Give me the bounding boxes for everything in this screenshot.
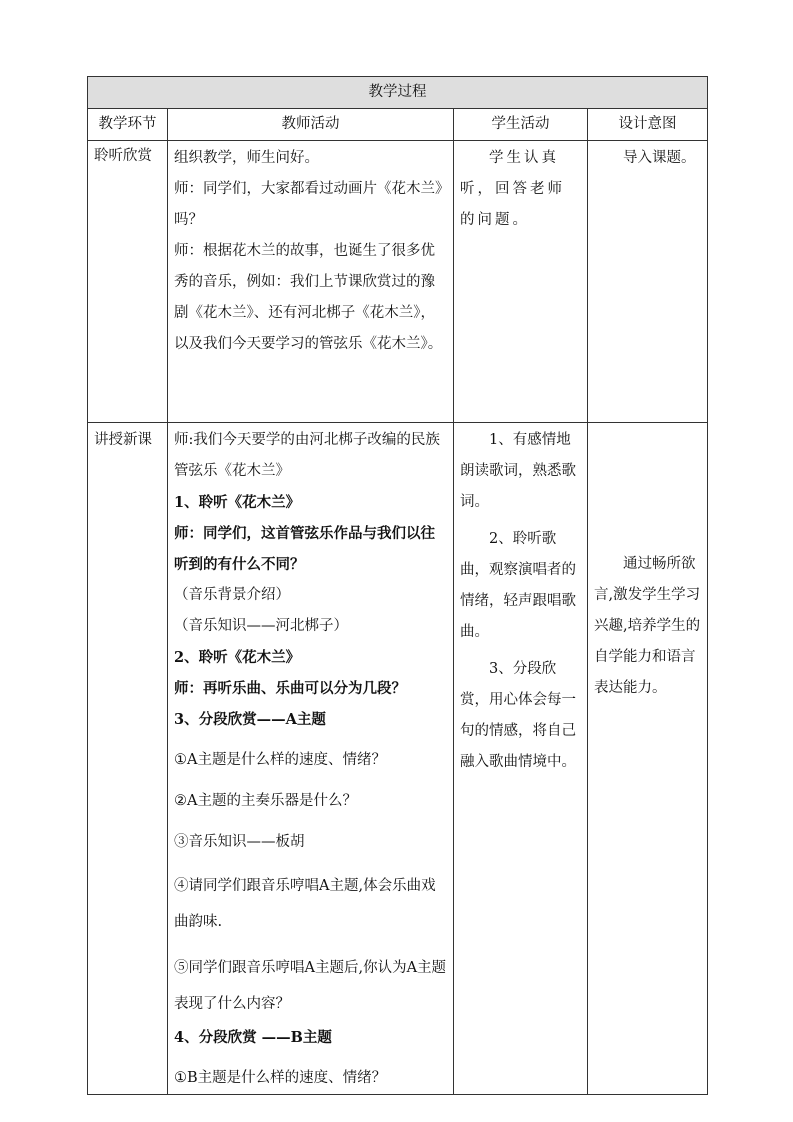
student-text: 2、聆听歌曲，观察演唱者的情绪，轻声跟唱歌曲。 (460, 531, 576, 640)
student-text: 3、分段欣赏，用心体会每一句的情感，将自己融入歌曲情境中。 (460, 661, 576, 770)
intent-text: 导入课题。 (623, 150, 696, 166)
teacher-line: ①A主题是什么样的速度、情绪？ (174, 752, 386, 768)
table-row (88, 141, 708, 423)
teacher-line: ①B主题是什么样的速度、情绪？ (174, 1070, 387, 1086)
intent-cell (588, 423, 708, 1095)
section-heading: 3、分段欣赏——A主题 (174, 711, 326, 728)
header-intent: 设计意图 (588, 109, 708, 141)
student-cell (454, 423, 588, 1095)
teacher-line: （音乐背景介绍） (174, 587, 290, 603)
intent-text: 通过畅所欲言,激发学生学习兴趣,培养学生的自学能力和语言表达能力。 (594, 556, 701, 696)
teacher-line: ⑤同学们跟音乐哼唱A主题后,你认为A主题表现了什么内容？ (174, 960, 447, 1012)
section-heading: 4、分段欣赏 ——B主题 (174, 1029, 332, 1046)
stage-cell: 聆听欣赏 (88, 141, 168, 423)
student-text: 1、有感情地朗读歌词，熟悉歌词。 (460, 432, 576, 510)
teacher-cell (168, 423, 454, 1095)
teacher-line: ②A主题的主奏乐器是什么？ (174, 793, 357, 809)
teacher-line: 师：同学们，大家都看过动画片《花木兰》吗？ (174, 181, 443, 228)
teacher-cell (168, 141, 454, 423)
teacher-line: ③音乐知识——板胡 (174, 834, 305, 850)
teacher-line: （音乐知识——河北梆子） (174, 618, 348, 634)
teacher-line: ④请同学们跟音乐哼唱A主题,体会乐曲戏曲韵味. (174, 878, 436, 930)
header-student: 学生活动 (454, 109, 588, 141)
teacher-line: 师:我们今天要学的由河北梆子改编的民族管弦乐《花木兰》 (174, 432, 440, 479)
section-heading: 2、聆听《花木兰》 (174, 649, 301, 666)
table-header-row (88, 109, 708, 141)
header-stage: 教学环节 (88, 109, 168, 141)
table-title-row (88, 77, 708, 109)
teacher-line: 师：根据花木兰的故事，也诞生了很多优秀的音乐，例如：我们上节课欣赏过的豫剧《花木兰》、还有河北梆子《花木兰》，以及我们今天要学习的管弦乐《花木兰》。 (174, 243, 443, 352)
section-heading: 1、聆听《花木兰》 (174, 494, 301, 511)
teacher-line: 组织教学，师生问好。 (174, 150, 319, 166)
header-teacher: 教师活动 (168, 109, 454, 141)
student-cell (454, 141, 588, 423)
teacher-question: 师：同学们，这首管弦乐作品与我们以往听到的有什么不同？ (174, 525, 435, 573)
table-row (88, 423, 708, 1095)
stage-cell: 讲授新课 (88, 423, 168, 1095)
intent-cell (588, 141, 708, 423)
table-title: 教学过程 (88, 77, 708, 109)
teacher-question: 师：再听乐曲、乐曲可以分为几段？ (174, 680, 406, 697)
student-text: 学生认真听，回答老师的问题。 (460, 150, 565, 228)
lesson-process-table (87, 76, 708, 1095)
